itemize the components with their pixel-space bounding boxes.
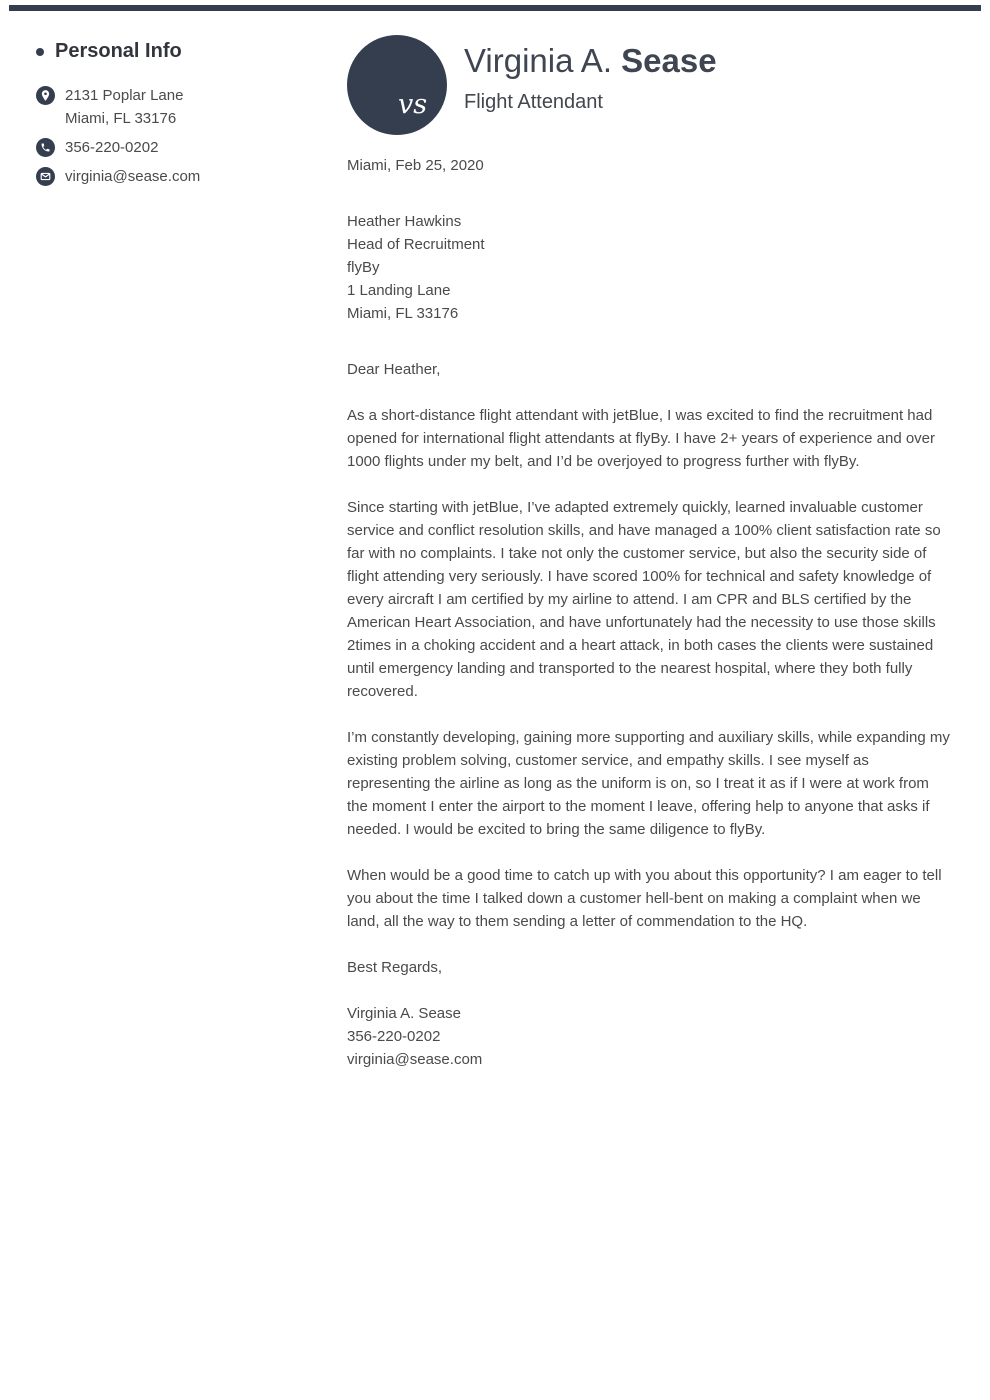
cover-letter-body [347, 35, 952, 1071]
letter-content [347, 154, 952, 1071]
email-item [36, 165, 316, 188]
personal-info-heading [36, 40, 316, 63]
signature-phone: 356-220-0202 [347, 1028, 441, 1045]
personal-info-sidebar [36, 40, 316, 188]
last-name: Sease [621, 42, 717, 79]
name-block [464, 35, 717, 135]
address-text [65, 84, 183, 130]
first-name: Virginia A. [464, 42, 612, 79]
signature-block [347, 1002, 952, 1071]
signature-name: Virginia A. Sease [347, 1005, 461, 1022]
paragraph-cta: When would be a good time to catch up with you about this opportunity? I am eager to tell you about the time I talked down a customer hell-bent on making a complaint when we land, all the way to them sending a letter of commendation to the HQ. [347, 867, 942, 930]
sidebar-section-title: Personal Info [55, 40, 182, 62]
letter-header [347, 35, 952, 135]
closing-line: Best Regards, [347, 959, 443, 976]
recipient-company: flyBy [347, 259, 380, 276]
phone-item [36, 136, 316, 159]
bullet-icon [36, 48, 44, 56]
phone-text [65, 136, 158, 159]
salutation: Dear Heather, [347, 361, 441, 378]
email-icon [36, 167, 55, 186]
date-line: Miami, Feb 25, 2020 [347, 157, 484, 174]
email-text [65, 165, 200, 188]
phone-number: 356-220-0202 [65, 139, 159, 156]
recipient-title: Head of Recruitment [347, 236, 485, 253]
email-address: virginia@sease.com [65, 168, 201, 185]
job-title: Flight Attendant [464, 91, 603, 113]
recipient-block [347, 210, 952, 325]
avatar [347, 35, 447, 135]
page-title [464, 42, 717, 80]
location-icon [36, 86, 55, 105]
phone-icon [36, 138, 55, 157]
recipient-name: Heather Hawkins [347, 213, 462, 230]
recipient-city: Miami, FL 33176 [347, 305, 459, 322]
address-item [36, 84, 316, 130]
paragraph-skills: I’m constantly developing, gaining more supporting and auxiliary skills, while expanding my existing problem solving, customer service, and empathy skills. I see myself as representing the airline as long as the uniform is on, so I treat it as if I were at work from the moment I enter the airport to the moment I leave, offering help to anyone that asks if needed. I would be excited to bring the same diligence to flyBy. [347, 729, 950, 838]
address-line-2: Miami, FL 33176 [65, 110, 177, 127]
contact-list [36, 84, 316, 188]
accent-top-bar [9, 5, 981, 11]
paragraph-experience: Since starting with jetBlue, I’ve adapted extremely quickly, learned invaluable customer service and conflict resolution skills, and have managed a 100% client satisfaction rate so far with no complaints. I take not only the customer service, but also the security side of flight attending very seriously. I have scored 100% for technical and safety knowledge of every aircraft I am certified by my airline to attend. I am CPR and BLS certified by the American Heart Association, and have unfortunately had the necessity to use those skills 2times in a choking accident and a heart attack, in both cases the clients were sustained until emergency landing and transported to the nearest hospital, where they both fully recovered. [347, 499, 941, 700]
avatar-initials: vs [398, 89, 428, 120]
signature-email: virginia@sease.com [347, 1051, 483, 1068]
recipient-street: 1 Landing Lane [347, 282, 451, 299]
address-line-1: 2131 Poplar Lane [65, 87, 184, 104]
paragraph-intro: As a short-distance flight attendant with jetBlue, I was excited to find the recruitment had opened for international flight attendants at flyBy. I have 2+ years of experience and over 1000 flights under my belt, and I’d be overjoyed to progress further with flyBy. [347, 407, 936, 470]
